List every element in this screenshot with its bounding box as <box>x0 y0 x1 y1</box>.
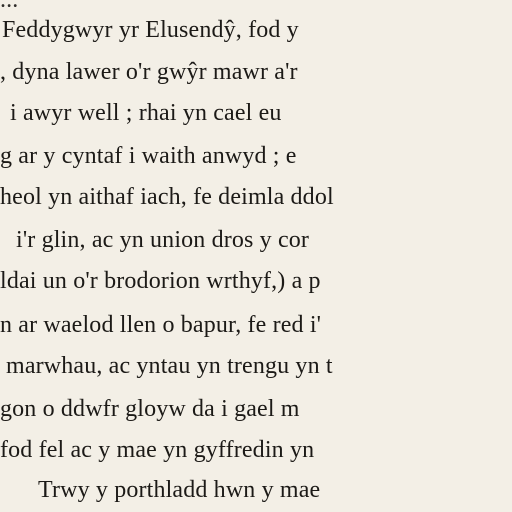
text-line-8: n ar waelod llen o bapur, fe red i' <box>0 312 322 338</box>
text-line-6: i'r glin, ac yn union dros y cor <box>16 227 310 253</box>
text-line-1: Feddygwyr yr Elusendŷ, fod y <box>2 17 299 43</box>
cut-off-top-line: ... <box>0 0 19 13</box>
text-line-10: gon o ddwfr gloyw da i gael m <box>0 396 300 422</box>
text-line-9: marwhau, ac yntau yn trengu yn t <box>6 353 333 379</box>
text-line-4: g ar y cyntaf i waith anwyd ; e <box>0 143 297 169</box>
text-line-5: heol yn aithaf iach, fe deimla ddol <box>0 184 334 210</box>
text-line-7: ldai un o'r brodorion wrthyf,) a p <box>0 268 321 294</box>
text-line-12: Trwy y porthladd hwn y mae <box>38 477 321 503</box>
text-line-11: fod fel ac y mae yn gyffredin yn <box>0 437 315 463</box>
text-line-3: i awyr well ; rhai yn cael eu <box>10 100 282 126</box>
text-line-2: , dyna lawer o'r gwŷr mawr a'r <box>0 59 298 85</box>
